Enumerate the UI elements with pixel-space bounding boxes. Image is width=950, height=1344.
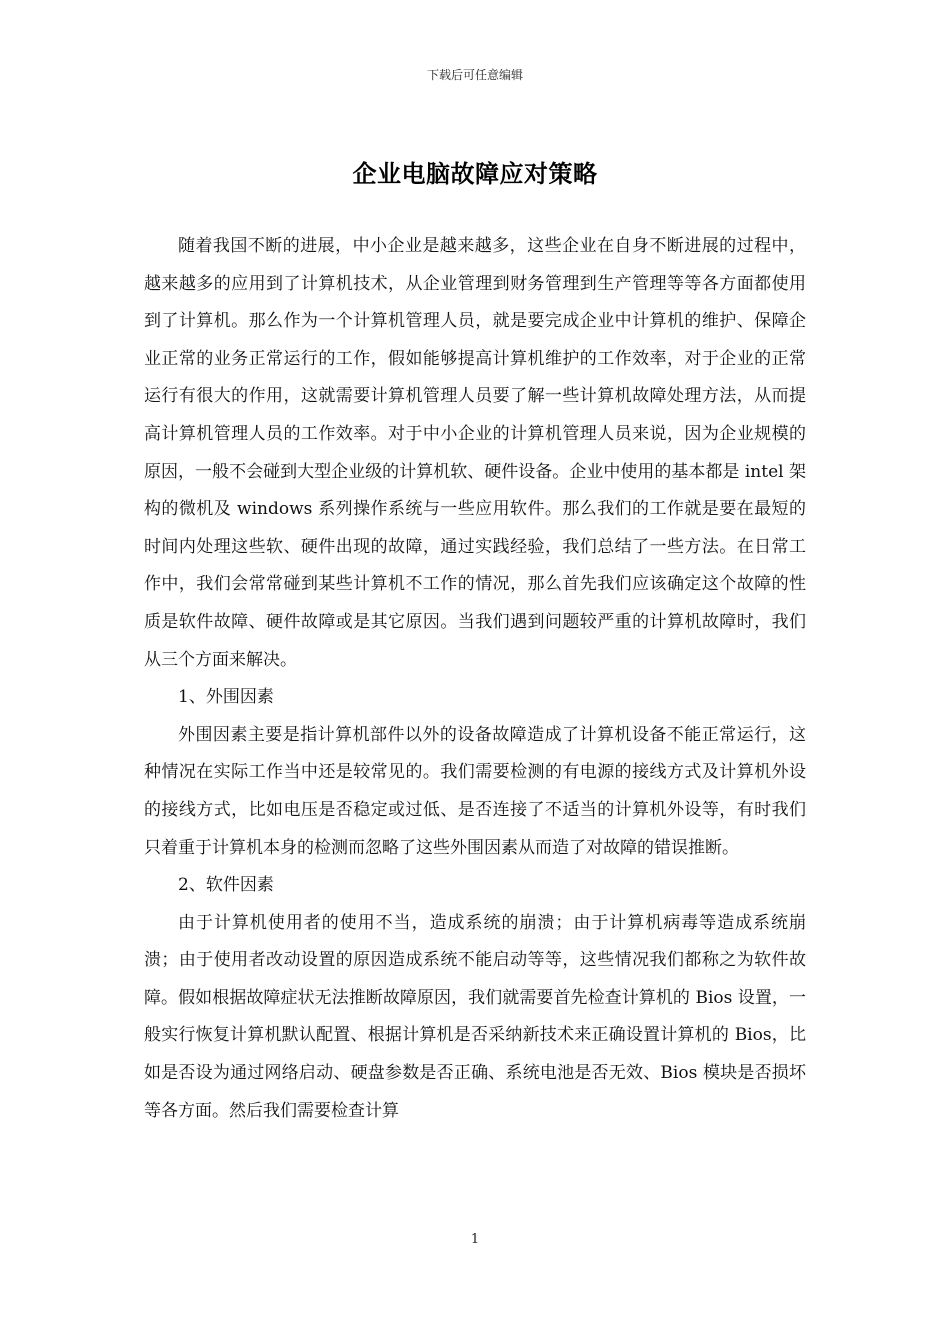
section-heading-external-factors: 1、外围因素 <box>178 687 274 708</box>
page-number: 1 <box>470 1232 480 1247</box>
intro-paragraph: 随着我国不断的进展，中小企业是越来越多，这些企业在自身不断进展的过程中，越来越多的应用到了计算机技术，从企业管理到财务管理到生产管理等等各方面都使用到了计算机。那么作为一个计算机管理人员，就是要完成企业中计算机的维护、保障企业正常的业务正常运行的工作，假如能够提高计算机维护的工作效率，对于企业的正常运行有很大的作用，这就需要计算机管理人员要了解一些计算机故障处理方法，从而提高计算机管理人员的工作效率。对于中小企业的计算机管理人员来说，因为企业规模的原因，一般不会碰到大型企业级的计算机软、硬件设备。企业中使用的基本都是 intel 架构的微机及 windows 系列操作系统与一些应用软件。那么我们的工作就是要在最短的时间内处理这些软、硬件出现的故障，通过实践经验，我们总结了一些方法。在日常工作中，我们会常常碰到某些计算机不工作的情况，那么首先我们应该确定这个故障的性质是软件故障、硬件故障或是其它原因。当我们遇到问题较严重的计算机故障时，我们从三个方面来解决。 <box>144 236 806 670</box>
document-title: 企业电脑故障应对策略 <box>352 160 598 188</box>
section-heading-software-factors: 2、软件因素 <box>178 875 274 896</box>
document-body <box>144 228 806 1130</box>
header-note: 下载后可任意编辑 <box>426 68 523 82</box>
software-factors-paragraph: 由于计算机使用者的使用不当，造成系统的崩溃；由于计算机病毒等造成系统崩溃；由于使用者改动设置的原因造成系统不能启动等等，这些情况我们都称之为软件故障。假如根据故障症状无法推断故障原因，我们就需要首先检查计算机的 Bios 设置，一般实行恢复计算机默认配置、根据计算机是否采纳新技术来正确设置计算机的 Bios，比如是否设为通过网络启动、硬盘参数是否正确、系统电池是否无效、Bios 模块是否损坏等各方面。然后我们需要检查计算 <box>144 912 806 1121</box>
external-factors-paragraph: 外围因素主要是指计算机部件以外的设备故障造成了计算机设备不能正常运行，这种情况在实际工作当中还是较常见的。我们需要检测的有电源的接线方式及计算机外设的接线方式，比如电压是否稳定或过低、是否连接了不适当的计算机外设等，有时我们只着重于计算机本身的检测而忽略了这些外围因素从而造了对故障的错误推断。 <box>144 724 806 858</box>
